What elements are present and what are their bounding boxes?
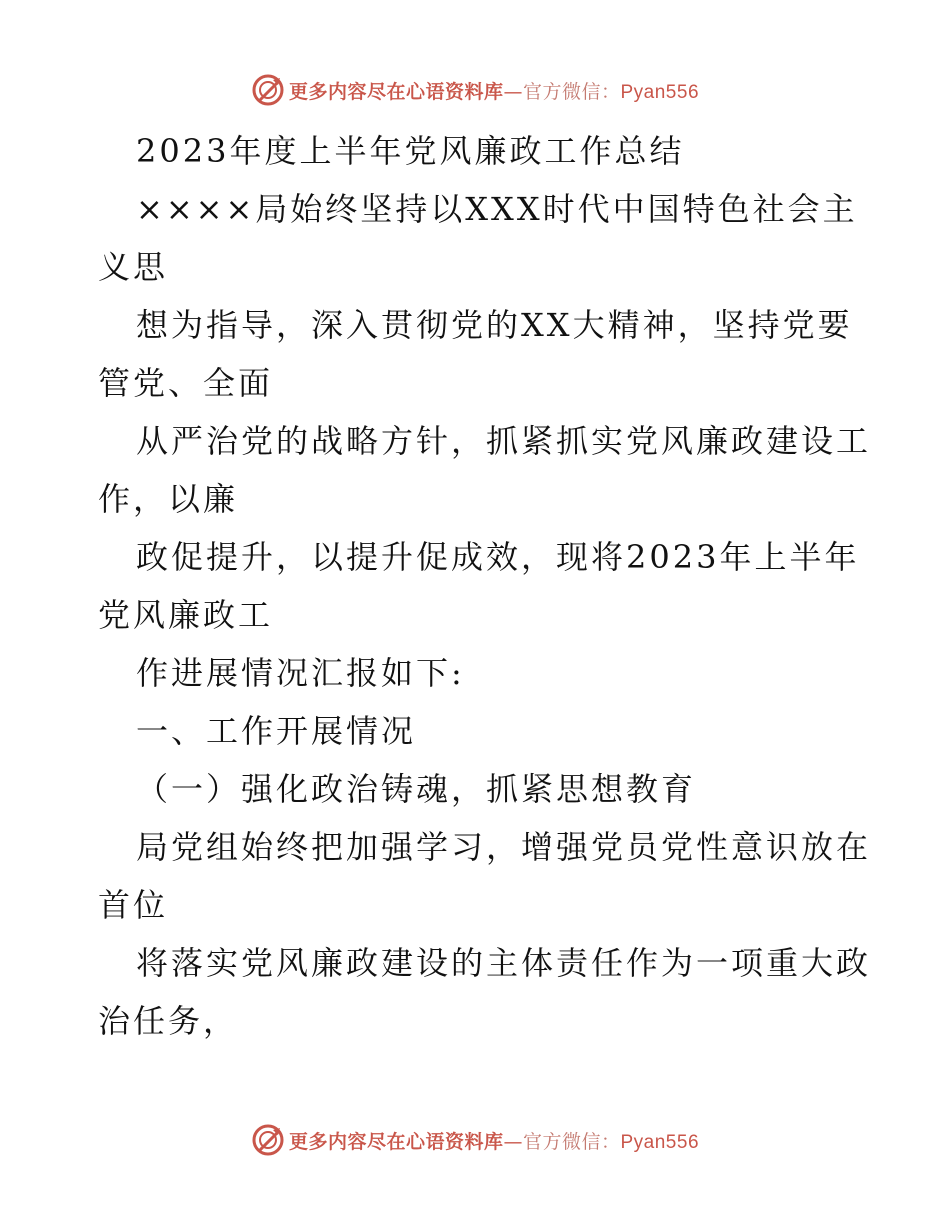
- header-watermark: [0, 70, 950, 110]
- text-line: （一）强化政治铸魂，抓紧思想教育: [136, 770, 697, 808]
- seal-logo-icon: [251, 1123, 285, 1157]
- watermark-separator: —: [503, 1130, 523, 1153]
- text-line: 想为指导，深入贯彻党的XX大精神，坚持党要: [136, 306, 853, 344]
- watermark-separator: —: [503, 80, 523, 103]
- watermark-text: [289, 77, 699, 104]
- text-line: 义思: [98, 248, 169, 286]
- text-line: 管党、全面: [98, 364, 274, 402]
- text-line: 局党组始终把加强学习，增强党员党性意识放在: [136, 828, 872, 866]
- text-line: 作进展情况汇报如下:: [136, 654, 465, 692]
- text-line: 一、工作开展情况: [136, 712, 417, 750]
- watermark-text: [289, 1127, 699, 1154]
- text-line: 将落实党风廉政建设的主体责任作为一项重大政: [136, 944, 872, 982]
- seal-logo-icon: [251, 73, 285, 107]
- text-line: 政促提升，以提升促成效，现将2023年上半年: [136, 538, 860, 576]
- watermark-brand: 更多内容尽在心语资料库: [288, 1130, 504, 1153]
- text-line: 首位: [98, 886, 169, 924]
- watermark-brand: 更多内容尽在心语资料库: [288, 80, 504, 103]
- text-line: 作，以廉: [98, 480, 239, 518]
- watermark-wechat-id: Pyan556: [620, 81, 700, 103]
- document-body: [98, 122, 872, 1050]
- text-line: 党风廉政工: [98, 596, 274, 634]
- watermark-wechat-label: 官方微信：: [522, 80, 621, 103]
- text-line: 治任务，: [98, 1002, 239, 1040]
- text-line: ××××局始终坚持以XXX时代中国特色社会主: [136, 190, 858, 228]
- text-line: 2023年度上半年党风廉政工作总结: [136, 132, 685, 170]
- footer-watermark: [0, 1120, 950, 1160]
- text-line: 从严治党的战略方针，抓紧抓实党风廉政建设工: [136, 422, 872, 460]
- watermark-wechat-id: Pyan556: [620, 1131, 700, 1153]
- watermark-wechat-label: 官方微信：: [522, 1130, 621, 1153]
